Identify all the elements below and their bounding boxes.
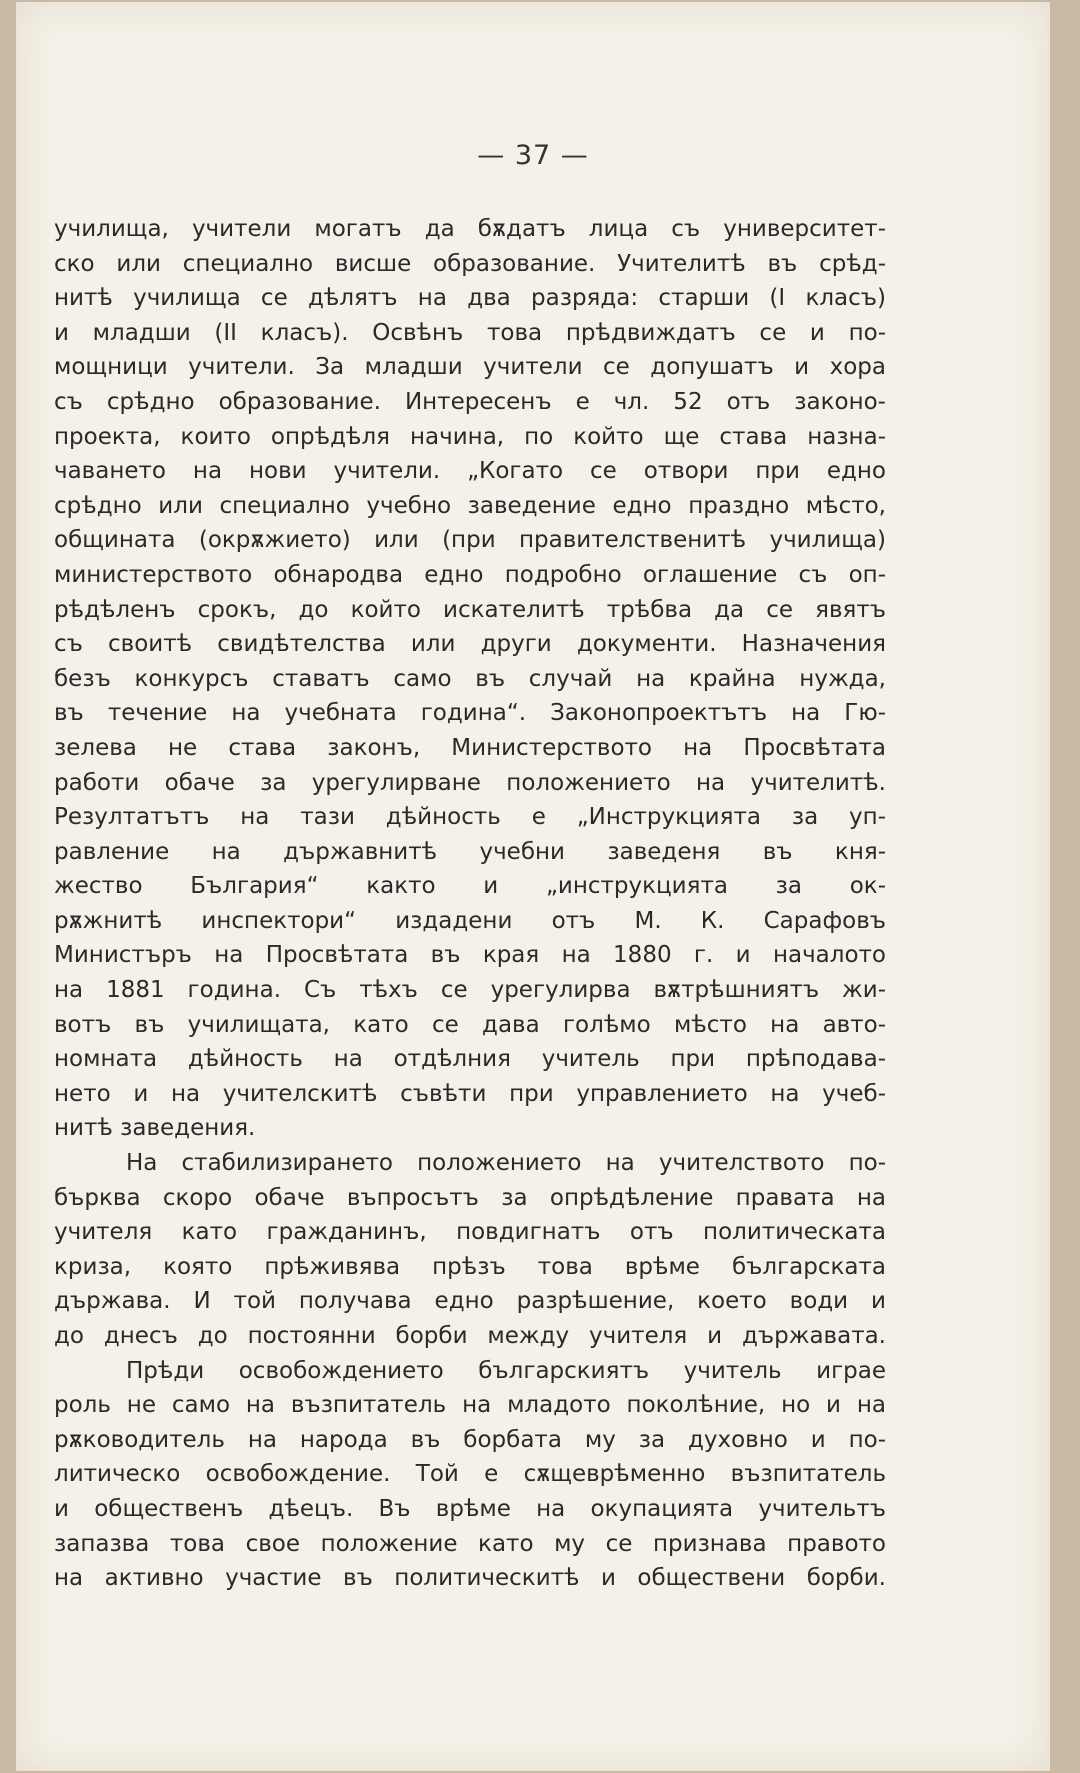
page-number: — 37 — xyxy=(477,140,589,171)
text-line: мощници учители. За младши учители се допушатъ и хора xyxy=(54,354,886,381)
text-line: ско или специално висше образование. Учителитѣ въ срѣд- xyxy=(54,250,886,277)
text-line: Резултатътъ на тази дѣйность е „Инструкцията за уп- xyxy=(54,804,886,831)
text-line: общината (окрѫжието) или (при правителственитѣ училища) xyxy=(54,527,886,554)
text-line: на 1881 година. Съ тѣхъ се урегулирва вѫтрѣшниятъ жи- xyxy=(54,977,886,1004)
text-line: номната дѣйность на отдѣлния учитель при прѣподава- xyxy=(54,1046,886,1073)
text-line: безъ конкурсъ ставатъ само въ случай на крайна нужда, xyxy=(54,665,886,692)
text-line: зелева не става законъ, Министерството на Просвѣтата xyxy=(54,734,886,761)
text-line: вотъ въ училищата, като се дава голѣмо мѣсто на авто- xyxy=(54,1011,886,1038)
text-line: рѣдѣленъ срокъ, до който искателитѣ трѣбва да се явятъ xyxy=(54,596,886,623)
text-line: нитѣ училища се дѣлятъ на два разряда: старши (I класъ) xyxy=(54,285,886,312)
text-line: жество България“ както и „инструкцията за ок- xyxy=(54,873,886,900)
text-line: Министъръ на Просвѣтата въ края на 1880 г. и началото xyxy=(54,942,886,969)
body-text xyxy=(54,212,886,1596)
text-line: държава. И той получава едно разрѣшение, което води и xyxy=(54,1288,886,1315)
text-line: роль не само на възпитатель на младото поколѣние, но и на xyxy=(54,1392,886,1419)
text-line: запазва това свое положение като му се признава правото xyxy=(54,1530,886,1557)
text-line: нето и на учителскитѣ съвѣти при управлението на учеб- xyxy=(54,1080,886,1107)
text-line: рѫководитель на народа въ борбата му за духовно и по- xyxy=(54,1426,886,1453)
text-line: и младши (II класъ). Освѣнъ това прѣдвиждатъ се и по- xyxy=(54,319,886,346)
text-line: въ течение на учебната година“. Законопроектътъ на Гю- xyxy=(54,700,886,727)
text-line: На стабилизирането положението на учителството по- xyxy=(126,1150,886,1177)
text-line: проекта, които опрѣдѣля начина, по който ще става назна- xyxy=(54,423,886,450)
text-line: министерството обнародва едно подробно оглашение съ оп- xyxy=(54,561,886,588)
text-line: Прѣди освобождението българскиятъ учитель играе xyxy=(126,1357,886,1384)
text-line: до днесъ до постоянни борби между учителя и държавата. xyxy=(54,1323,886,1349)
text-line: равление на държавнитѣ учебни заведеня въ кня- xyxy=(54,838,886,865)
text-line: съ своитѣ свидѣтелства или други документи. Назначения xyxy=(54,631,886,658)
book-page xyxy=(16,2,1050,1771)
text-line: нитѣ заведения. xyxy=(54,1115,256,1142)
text-line: на активно участие въ политическитѣ и обществени борби. xyxy=(54,1565,886,1592)
text-line: работи обаче за урегулирване положението на учителитѣ. xyxy=(54,769,886,796)
text-line: криза, която прѣживява прѣзъ това врѣме българската xyxy=(54,1253,886,1280)
text-line: учителя като гражданинъ, повдигнатъ отъ политическата xyxy=(54,1219,886,1246)
text-line: срѣдно или специално учебно заведение едно праздно мѣсто, xyxy=(54,492,886,519)
text-line: бърква скоро обаче въпросътъ за опрѣдѣление правата на xyxy=(54,1184,886,1211)
text-line: литическо освобождение. Той е сѫщеврѣменно възпитатель xyxy=(54,1461,886,1488)
text-line: и общественъ дѣецъ. Въ врѣме на окупацията учительтъ xyxy=(54,1495,886,1522)
text-line: рѫжнитѣ инспектори“ издадени отъ М. К. Сарафовъ xyxy=(54,907,886,934)
text-line: чаването на нови учители. „Когато се отвори при едно xyxy=(54,458,886,485)
text-line: училища, учители могатъ да бѫдатъ лица съ университет- xyxy=(54,216,886,242)
text-line: съ срѣдно образование. Интересенъ е чл. 52 отъ законо- xyxy=(54,388,886,415)
